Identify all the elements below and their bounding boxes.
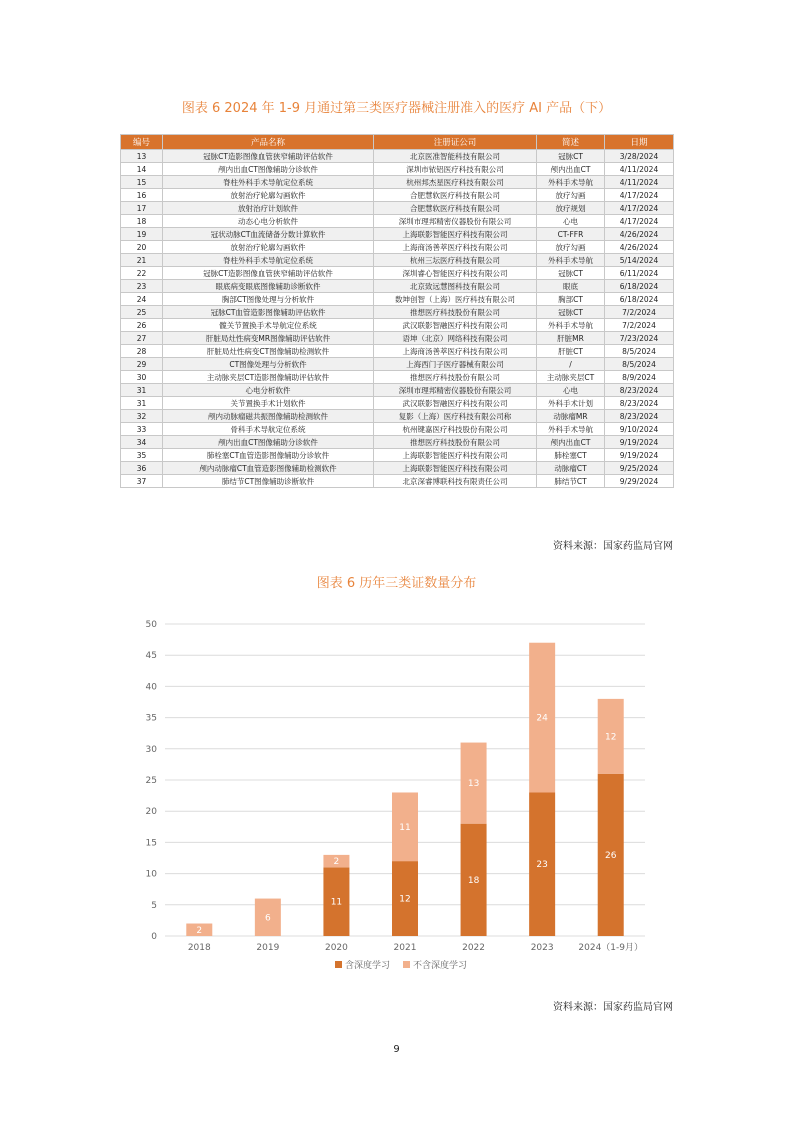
x-tick-label: 2018 [187,943,211,953]
table-row [121,475,674,488]
cell-company: 杭州键嘉医疗科技股份有限公司 [374,423,537,436]
cell-id: 30 [121,371,163,384]
cell-id: 35 [121,449,163,462]
data-label: 2 [196,925,203,936]
cell-summary: 肝脏CT [537,345,605,358]
legend-label: 不含深度学习 [413,961,468,971]
data-label: 13 [467,779,480,790]
header-date: 日期 [605,135,674,150]
cell-summary: 放疗勾画 [537,189,605,202]
cell-date: 8/9/2024 [605,371,674,384]
cell-summary: 眼底 [537,280,605,293]
cell-summary: 外科手术导航 [537,254,605,267]
cell-company: 推想医疗科技股份有限公司 [374,306,537,319]
y-tick-label: 45 [145,651,157,662]
cell-product-name: 骨科手术导航定位系统 [163,423,374,436]
cell-summary: 外科手术导航 [537,423,605,436]
cell-summary: 冠脉CT [537,306,605,319]
cell-summary: 冠脉CT [537,150,605,163]
cell-company: 语坤（北京）网络科技有限公司 [374,332,537,345]
cell-id: 24 [121,293,163,306]
cell-date: 9/19/2024 [605,436,674,449]
cell-id: 17 [121,202,163,215]
cell-summary: 颅内出血CT [537,163,605,176]
table-row [121,319,674,332]
cell-id: 33 [121,423,163,436]
y-tick-label: 25 [145,776,157,786]
cell-id: 20 [121,241,163,254]
cell-date: 8/5/2024 [605,345,674,358]
cell-product-name: 关节置换手术计划软件 [163,397,374,410]
cell-product-name: 放射治疗计划软件 [163,202,374,215]
cell-product-name: 冠脉CT造影图像血管狭窄辅助评估软件 [163,267,374,280]
cell-id: 36 [121,462,163,475]
y-tick-label: 15 [145,838,157,849]
cell-company: 上海商汤善萃医疗科技有限公司 [374,345,537,358]
cell-company: 数坤创智（上海）医疗科技有限公司 [374,293,537,306]
cell-product-name: 肝脏局灶性病变CT图像辅助检测软件 [163,345,374,358]
table-row [121,215,674,228]
y-tick-label: 0 [151,932,157,942]
table-row [121,332,674,345]
table-title: 图表 6 2024 年 1-9 月通过第三类医疗器械注册准入的医疗 AI 产品（下） [181,101,612,116]
data-label: 6 [264,913,271,924]
source-note: 资料来源：国家药监局官网 [553,541,673,552]
table-row [121,228,674,241]
table-row [121,202,674,215]
y-tick-label: 10 [145,869,157,880]
cell-product-name: 脊柱外科手术导航定位系统 [163,176,374,189]
cell-id: 27 [121,332,163,345]
cell-company: 上海联影智能医疗科技有限公司 [374,449,537,462]
y-tick-label: 20 [145,807,157,818]
table-row [121,254,674,267]
y-tick-label: 5 [151,900,157,911]
cell-date: 4/11/2024 [605,163,674,176]
cell-summary: / [537,358,605,371]
cell-summary: 外科手术导航 [537,176,605,189]
cell-product-name: 颅内动脉瘤磁共振图像辅助检测软件 [163,410,374,423]
data-label: 23 [536,860,548,871]
cell-summary: 胸部CT [537,293,605,306]
data-label: 12 [399,894,411,905]
table-row [121,241,674,254]
cell-summary: 放疗勾画 [537,241,605,254]
cell-product-name: 动态心电分析软件 [163,215,374,228]
cell-id: 16 [121,189,163,202]
header-product-name: 产品名称 [163,135,374,150]
cell-company: 北京医准智能科技有限公司 [374,150,537,163]
data-label: 18 [467,875,480,886]
x-tick-label: 2020 [324,943,348,953]
cell-product-name: 脊柱外科手术导航定位系统 [163,254,374,267]
cell-company: 上海联影智能医疗科技有限公司 [374,228,537,241]
cell-company: 上海商汤善萃医疗科技有限公司 [374,241,537,254]
cell-summary: 动脉瘤CT [537,462,605,475]
page-number: 9 [393,1044,400,1055]
cell-date: 7/2/2024 [605,306,674,319]
cell-company: 北京深睿博联科技有限责任公司 [374,475,537,488]
table-row [121,267,674,280]
cell-company: 杭州邦杰星医疗科技有限公司 [374,176,537,189]
cell-summary: 肺栓塞CT [537,449,605,462]
header-id: 编号 [121,135,163,150]
stacked-bar-chart [130,612,660,982]
cell-product-name: 肝脏局灶性病变MR图像辅助评估软件 [163,332,374,345]
cell-product-name: 颅内出血CT图像辅助分诊软件 [163,436,374,449]
cell-company: 深圳睿心智能医疗科技有限公司 [374,267,537,280]
cell-product-name: 肺结节CT图像辅助诊断软件 [163,475,374,488]
cell-product-name: CT图像处理与分析软件 [163,358,374,371]
x-tick-label: 2021 [393,943,417,953]
table-row [121,280,674,293]
data-label: 12 [604,732,617,743]
cell-id: 14 [121,163,163,176]
data-label: 11 [399,822,411,833]
data-label: 2 [333,857,340,868]
cell-product-name: 眼底病变眼底图像辅助诊断软件 [163,280,374,293]
cell-date: 9/25/2024 [605,462,674,475]
y-tick-label: 50 [145,620,157,630]
cell-id: 34 [121,436,163,449]
cell-id: 25 [121,306,163,319]
table-row [121,176,674,189]
table-row [121,397,674,410]
cell-company: 推想医疗科技股份有限公司 [374,436,537,449]
table-row [121,462,674,475]
cell-product-name: 颅内出血CT图像辅助分诊软件 [163,163,374,176]
cell-id: 19 [121,228,163,241]
cell-date: 8/23/2024 [605,397,674,410]
cell-product-name: 放射治疗轮廓勾画软件 [163,241,374,254]
legend-swatch [335,961,342,968]
x-tick-label: 2022 [462,943,486,953]
cell-product-name: 冠状动脉CT血流储备分数计算软件 [163,228,374,241]
cell-id: 32 [121,410,163,423]
cell-id: 15 [121,176,163,189]
y-tick-label: 30 [145,744,157,755]
cell-id: 22 [121,267,163,280]
cell-summary: 外科手术导航 [537,319,605,332]
header-summary: 简述 [537,135,605,150]
table-row [121,449,674,462]
chart-title: 图表 6 历年三类证数量分布 [316,576,477,591]
table-row [121,384,674,397]
cell-company: 合肥慧软医疗科技有限公司 [374,189,537,202]
cell-company: 推想医疗科技股份有限公司 [374,371,537,384]
cell-date: 6/11/2024 [605,267,674,280]
cell-summary: 肺结节CT [537,475,605,488]
y-tick-label: 35 [145,713,157,724]
source-note-chart: 资料来源：国家药监局官网 [553,1002,673,1013]
cell-summary: 肝脏MR [537,332,605,345]
data-label: 11 [330,897,343,908]
cell-company: 杭州三坛医疗科技有限公司 [374,254,537,267]
cell-date: 9/10/2024 [605,423,674,436]
cell-product-name: 颅内动脉瘤CT血管造影图像辅助检测软件 [163,462,374,475]
cell-id: 28 [121,345,163,358]
cell-product-name: 胸部CT图像处理与分析软件 [163,293,374,306]
cell-id: 31 [121,384,163,397]
cell-summary: 心电 [537,384,605,397]
cell-date: 8/23/2024 [605,410,674,423]
data-label: 24 [536,713,548,724]
table-row [121,410,674,423]
table-row [121,345,674,358]
cell-date: 7/23/2024 [605,332,674,345]
cell-date: 9/29/2024 [605,475,674,488]
table-row [121,150,674,163]
registration-table [120,134,674,488]
cell-id: 37 [121,475,163,488]
data-label: 26 [604,850,617,861]
cell-id: 23 [121,280,163,293]
cell-company: 上海西门子医疗器械有限公司 [374,358,537,371]
cell-summary: 放疗规划 [537,202,605,215]
cell-summary: CT-FFR [537,228,605,241]
cell-summary: 心电 [537,215,605,228]
table-row [121,163,674,176]
table-header-row [121,135,674,150]
cell-company: 上海联影智能医疗科技有限公司 [374,462,537,475]
cell-summary: 外科手术计划 [537,397,605,410]
cell-date: 4/11/2024 [605,176,674,189]
header-company: 注册证公司 [374,135,537,150]
cell-company: 武汉联影智融医疗科技有限公司 [374,397,537,410]
cell-product-name: 冠脉CT血管造影图像辅助评估软件 [163,306,374,319]
table-row [121,436,674,449]
cell-date: 3/28/2024 [605,150,674,163]
cell-date: 4/17/2024 [605,189,674,202]
x-tick-label: 2019 [256,943,280,953]
cell-company: 深圳市铱铝医疗科技有限公司 [374,163,537,176]
legend-swatch [403,961,410,968]
table-row [121,306,674,319]
cell-date: 8/23/2024 [605,384,674,397]
cell-company: 深圳市理邦精密仪器股份有限公司 [374,384,537,397]
x-tick-label: 2023 [530,943,554,953]
table-row [121,423,674,436]
cell-id: 21 [121,254,163,267]
cell-date: 7/2/2024 [605,319,674,332]
cell-product-name: 冠脉CT造影图像血管狭窄辅助评估软件 [163,150,374,163]
cell-date: 5/14/2024 [605,254,674,267]
cell-product-name: 放射治疗轮廓勾画软件 [163,189,374,202]
table-row [121,189,674,202]
cell-date: 8/5/2024 [605,358,674,371]
cell-product-name: 肺栓塞CT血管造影图像辅助分诊软件 [163,449,374,462]
cell-company: 深圳市理邦精密仪器股份有限公司 [374,215,537,228]
cell-product-name: 心电分析软件 [163,384,374,397]
cell-id: 31 [121,397,163,410]
cell-company: 武汉联影智融医疗科技有限公司 [374,319,537,332]
cell-company: 复影（上海）医疗科技有限公司称 [374,410,537,423]
cell-summary: 颅内出血CT [537,436,605,449]
cell-id: 29 [121,358,163,371]
x-tick-label: 2024（1-9月） [578,943,644,953]
cell-summary: 动脉瘤MR [537,410,605,423]
table-row [121,293,674,306]
cell-date: 4/17/2024 [605,215,674,228]
cell-product-name: 主动脉夹层CT造影图像辅助评估软件 [163,371,374,384]
table-row [121,371,674,384]
cell-date: 6/18/2024 [605,280,674,293]
cell-id: 18 [121,215,163,228]
cell-date: 9/19/2024 [605,449,674,462]
cell-date: 6/18/2024 [605,293,674,306]
cell-id: 13 [121,150,163,163]
cell-date: 4/17/2024 [605,202,674,215]
cell-company: 北京致远慧图科技有限公司 [374,280,537,293]
legend-label: 含深度学习 [345,961,391,971]
y-tick-label: 40 [145,682,157,693]
cell-company: 合肥慧软医疗科技有限公司 [374,202,537,215]
cell-summary: 冠脉CT [537,267,605,280]
cell-id: 26 [121,319,163,332]
cell-date: 4/26/2024 [605,228,674,241]
cell-summary: 主动脉夹层CT [537,371,605,384]
cell-product-name: 髋关节置换手术导航定位系统 [163,319,374,332]
table-row [121,358,674,371]
cell-date: 4/26/2024 [605,241,674,254]
